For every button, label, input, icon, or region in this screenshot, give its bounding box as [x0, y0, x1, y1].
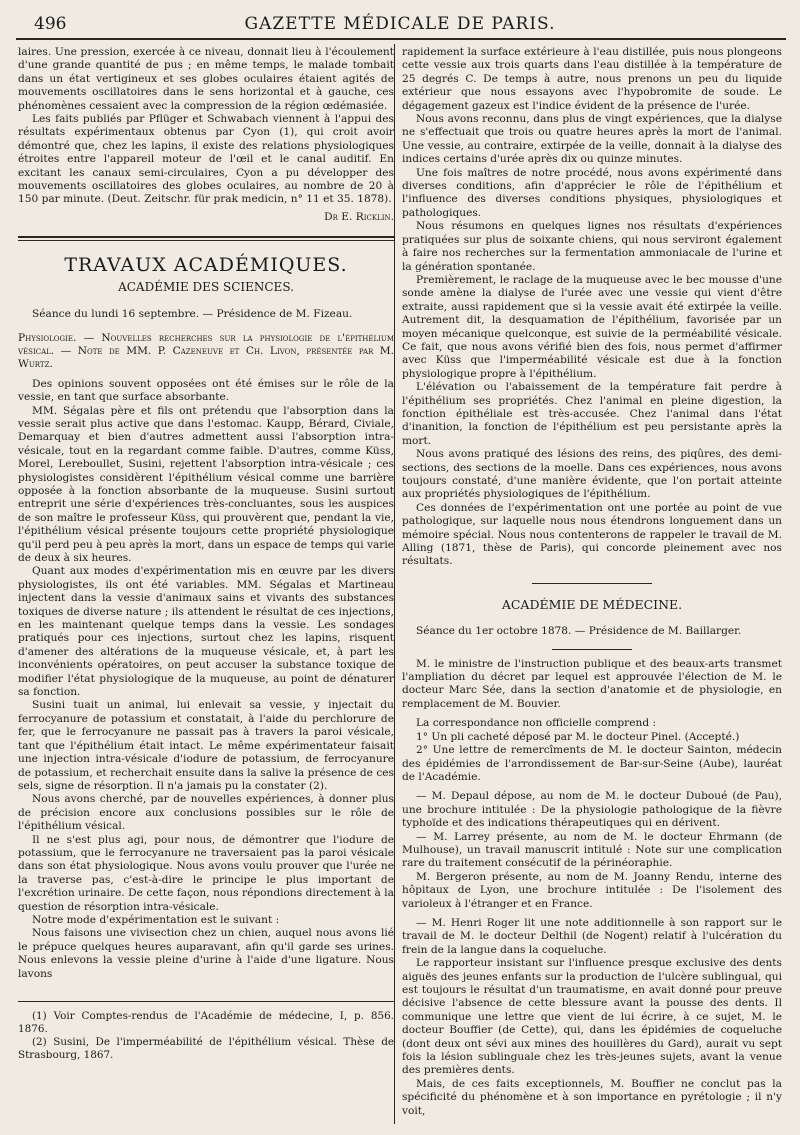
right-column — [402, 46, 782, 1116]
left-column — [18, 46, 394, 1116]
page-number: 496 — [34, 14, 67, 34]
body-paragraph: Quant aux modes d'expérimentation mis en œuvre par les divers physiologistes, ils ont été variables. MM. Ségalas et Martineau injectent dans la vessie d'animaux sains et vivants des substances toxiques de diverse nature ; ils attendent le résultat de ces injections, en les maintenant quelque temps dans la vessie. Les sondages pratiqués pour ces injections, surtout chez les lapins, risquent d'amener des altérations de la muqueuse vésicale, et, à part les inconvénients opératoires, on peut accuser la substance toxique de modifier l'état physiologique de la muqueuse, au point de dénaturer sa fonction. — [18, 565, 394, 699]
intro-paragraph: laires. Une pression, exercée à ce niveau, donnait lieu à l'écoulement d'une grande quantité de pus ; en même temps, le malade tombait dans un état vertigineux et ses globes oculaires étaient agités de mouvements oscillatoires dans le sens horizontal et à gauche, ces phénomènes cessaient avec la compression de la région œdémasiée. — [18, 46, 394, 112]
section-title: TRAVAUX ACADÉMIQUES. — [64, 254, 348, 277]
faits-paragraph: Les faits publiés par Pflüger et Schwabach viennent à l'appui des résultats expérimentaux obtenus par Cyon (1), qui croit avoir démontré que, chez les lapins, il existe des relations physiologiques étroites entre l'appareil moteur de l'œil et le canal auditif. En excitant les canaux semi-circulaires, Cyon a pu développer des mouvements oscillatoires des globes oculaires, au nombre de 20 à 150 par minute. (Deut. Zeitschr. für prak medicin, n° 11 et 35. 1878). — [18, 113, 394, 206]
body-paragraph: 2° Une lettre de remercîments de M. le docteur Sainton, médecin des épidémies de l'arrondissement de Bar-sur-Seine (Aube), lauréat de l'Académie. — [402, 744, 782, 783]
body-paragraph: 1° Un pli cacheté déposé par M. le docteur Pinel. (Accepté.) — [416, 730, 740, 743]
body-paragraph: Nous faisons une vivisection chez un chien, auquel nous avons lié le prépuce quelques heures auparavant, afin qu'il garde ses urines. Nous enlevons la vessie pleine d'urine à l'aide d'une ligature. Nous lavons — [18, 927, 394, 980]
academy-medicine-title: ACADÉMIE DE MÉDECINE. — [501, 596, 683, 612]
body-paragraph: L'élévation ou l'abaissement de la température fait perdre à l'épithélium ses propriétés. Chez l'animal en pleine digestion, la fonction épithéliale est très-accusée. Chez l'animal dans l'état d'inanition, la fonction de l'épithélium est peu persistante après la mort. — [402, 381, 782, 447]
body-paragraph: — M. Larrey présente, au nom de M. le docteur Ehrmann (de Mulhouse), un travail manuscrit intitulé : Note sur une complication rare du traitement consécutif de la périnéoraphie. — [402, 830, 782, 870]
footnote: (2) Susini, De l'imperméabilité de l'épithélium vésical. Thèse de Strasbourg, 1867. — [18, 1036, 394, 1061]
body-paragraph: Nous avons reconnu, dans plus de vingt expériences, que la dialyse ne s'effectuait que trois ou quatre heures après la mort de l'animal. Une vessie, au contraire, extirpée de la veille, donnait à la dialyse des indices certains d'urée après dix ou quinze minutes. — [402, 113, 782, 166]
body-paragraph: Premièrement, le raclage de la muqueuse avec le bec mousse d'une sonde amène la dialyse de l'urée avec une vessie qui vient d'être extraite, aussi rapidement que si la vessie avait été extirpée la veille. Autrement dit, la desquamation de l'épithélium, favorisée par un moyen mécanique quelconque, est suivie de la perméabilité vésicale. Ce fait, que nous avons vérifié bien des fois, nous permet d'affirmer avec Küss que l'imperméabilité vésicale est due à la fonction physiologique propre à l'épithélium. — [402, 273, 782, 380]
body-paragraph: Le rapporteur insistant sur l'influence presque exclusive des dents aiguës des jeunes enfants sur la production de l'ulcère sublingual, qui est toujours le résultat d'un traumatisme, en avait donné pour preuve décisive l'absence de cette blessure avant la pousse des dents. Il communique une lettre que vient de lui écrire, à ce sujet, M. le docteur Bouffier (de Cette), qui, dans les épidémies de coqueluche (dont deux ont sévi aux mines des houillères du Gard), aurait vu sept fois la lésion sublinguale chez les très-jeunes sujets, avant la venue des premières dents. — [402, 957, 782, 1077]
section-divider — [532, 583, 652, 584]
small-rule — [552, 649, 632, 650]
body-paragraph: Il ne s'est plus agi, pour nous, de démontrer que l'iodure de potassium, que le ferrocyanure ne traversaient pas la paroi vésicale dans son état physiologique. Nous avons voulu prouver que l'urée ne la traverse pas, c'est-à-dire le principe le plus important de l'excrétion urinaire. De cette façon, nous répondions directement à la question de résorption intra-vésicale. — [18, 833, 394, 913]
body-paragraph: La correspondance non officielle comprend : — [416, 717, 657, 730]
body-paragraph: — M. Henri Roger lit une note additionnelle à son rapport sur le travail de M. le docteur Delthil (de Nogent) relatif à l'ulcération du frein de la langue dans la coqueluche. — [402, 916, 782, 956]
header-rule — [16, 38, 786, 40]
author-signature: Dr E. Ricklin. — [324, 210, 394, 223]
body-paragraph: Susini tuait un animal, lui enlevait sa vessie, y injectait du ferrocyanure de potassium et constatait, à l'aide du perchlorure de fer, que le ferrocyanure ne passait pas à travers la paroi vésicale, tant que l'épithélium était intact. Le même expérimentateur faisait une injection intra-vésicale d'iodure de potassium, de ferrocyanure de potassium, et recherchait ensuite dans la salive la présence de ces sels, signe de résorption. Il n'a jamais pu la constater (2). — [18, 699, 394, 792]
body-paragraph: Ces données de l'expérimentation ont une portée au point de vue pathologique, sur laquelle nous nous étendrons longuement dans un mémoire spécial. Nous nous contenterons de rappeler le travail de M. Alling (1871, thèse de Paris), qui concorde pleinement avec nos résultats. — [402, 501, 782, 568]
seance-line: Séance du 1er octobre 1878. — Présidence de M. Baillarger. — [416, 625, 742, 638]
body-paragraph: Nous avons cherché, par de nouvelles expériences, à donner plus de précision encore aux conclusions possibles sur le rôle de l'épithélium vésical. — [18, 793, 394, 833]
physiology-header: Physiologie. — Nouvelles recherches sur la physiologie de l'épithélium vésical. — Note de MM. P. Cazeneuve et Ch. Livon, présentée par M. Wurtz. — [18, 331, 394, 371]
footnotes — [18, 1001, 394, 1062]
body-paragraph: Nous résumons en quelques lignes nos résultats d'expériences pratiquées sur plus de soixante chiens, qui nous serviront également à faire nos recherches sur la fermentation ammoniacale de l'urine et la génération spontanée. — [402, 220, 782, 273]
body-paragraph: MM. Ségalas père et fils ont prétendu que l'absorption dans la vessie serait plus active que dans l'estomac. Kaupp, Bérard, Civiale, Demarquay et bien d'autres admettent aussi l'absorption intra-vésicale, tout en la regardant comme faible. D'autres, comme Küss, Morel, Lereboullet, Susini, rejettent l'absorption intra-vésicale ; ces physiologistes considèrent l'épithélium vésical comme une barrière opposée à la fonction absorbante de la muqueuse. Susini surtout entreprit une série d'expériences très-concluantes, sous les auspices de son maître le professeur Küss, qui prouvèrent que, pendant la vie, l'épithélium vésical présente toujours cette propriété physiologique qu'il perd peu à peu après la mort, dans un espace de temps qui varie de deux à six heures. — [18, 404, 394, 564]
body-paragraph: Nous avons pratiqué des lésions des reins, des piqûres, des demi-sections, des sections de la moelle. Dans ces expériences, nous avons toujours constaté, d'une manière évidente, que l'on portait atteinte aux propriétés physiologiques de l'épithélium. — [402, 448, 782, 501]
column-separator — [394, 44, 395, 1124]
body-paragraph: Mais, de ces faits exceptionnels, M. Bouffier ne conclut pas la spécificité du phénomène et à son importance en pyrétologie ; il n'y voit, — [402, 1077, 782, 1116]
body-paragraph: M. Bergeron présente, au nom de M. Joanny Rendu, interne des hôpitaux de Lyon, une brochure intitulée : De l'isolement des varioleux à l'étranger et en France. — [402, 870, 782, 910]
body-paragraph: Des opinions souvent opposées ont été émises sur le rôle de la vessie, en tant que surface absorbante. — [18, 377, 394, 404]
body-paragraph: Une fois maîtres de notre procédé, nous avons expérimenté dans diverses conditions, afin d'apprécier le rôle de l'épithélium et l'influence des diverses conditions physiques, physiologiques et pathologiques. — [402, 166, 782, 219]
page-header — [0, 12, 800, 36]
seance-line: Séance du lundi 16 septembre. — Présidence de M. Fizeau. — [32, 308, 353, 321]
footnote: (1) Voir Comptes-rendus de l'Académie de médecine, I, p. 856. 1876. — [18, 1010, 394, 1035]
journal-title: GAZETTE MÉDICALE DE PARIS. — [244, 14, 556, 34]
body-paragraph: M. le ministre de l'instruction publique et des beaux-arts transmet l'ampliation du décret par lequel est approuvée l'élection de M. le docteur Marc Sée, dans la section d'anatomie et de physiologie, en remplacement de M. Bouvier. — [402, 657, 782, 710]
academy-sciences-title: ACADÉMIE DES SCIENCES. — [118, 279, 294, 294]
section-rule — [18, 236, 394, 241]
body-paragraph: — M. Depaul dépose, au nom de M. le docteur Duboué (de Pau), une brochure intitulée : De la physiologie pathologique de la fièvre typhoïde et des indications thérapeutiques qui en dérivent. — [402, 790, 782, 830]
body-paragraph: Notre mode d'expérimentation est le suivant : — [32, 913, 280, 926]
body-paragraph: rapidement la surface extérieure à l'eau distillée, puis nous plongeons cette vessie aux trois quarts dans l'eau distillée à la température de 25 degrés C. De temps à autre, nous prenons un peu du liquide extérieur que nous essayons avec l'hypobromite de soude. Le dégagement gazeux est l'indice évident de la présence de l'urée. — [402, 46, 782, 112]
